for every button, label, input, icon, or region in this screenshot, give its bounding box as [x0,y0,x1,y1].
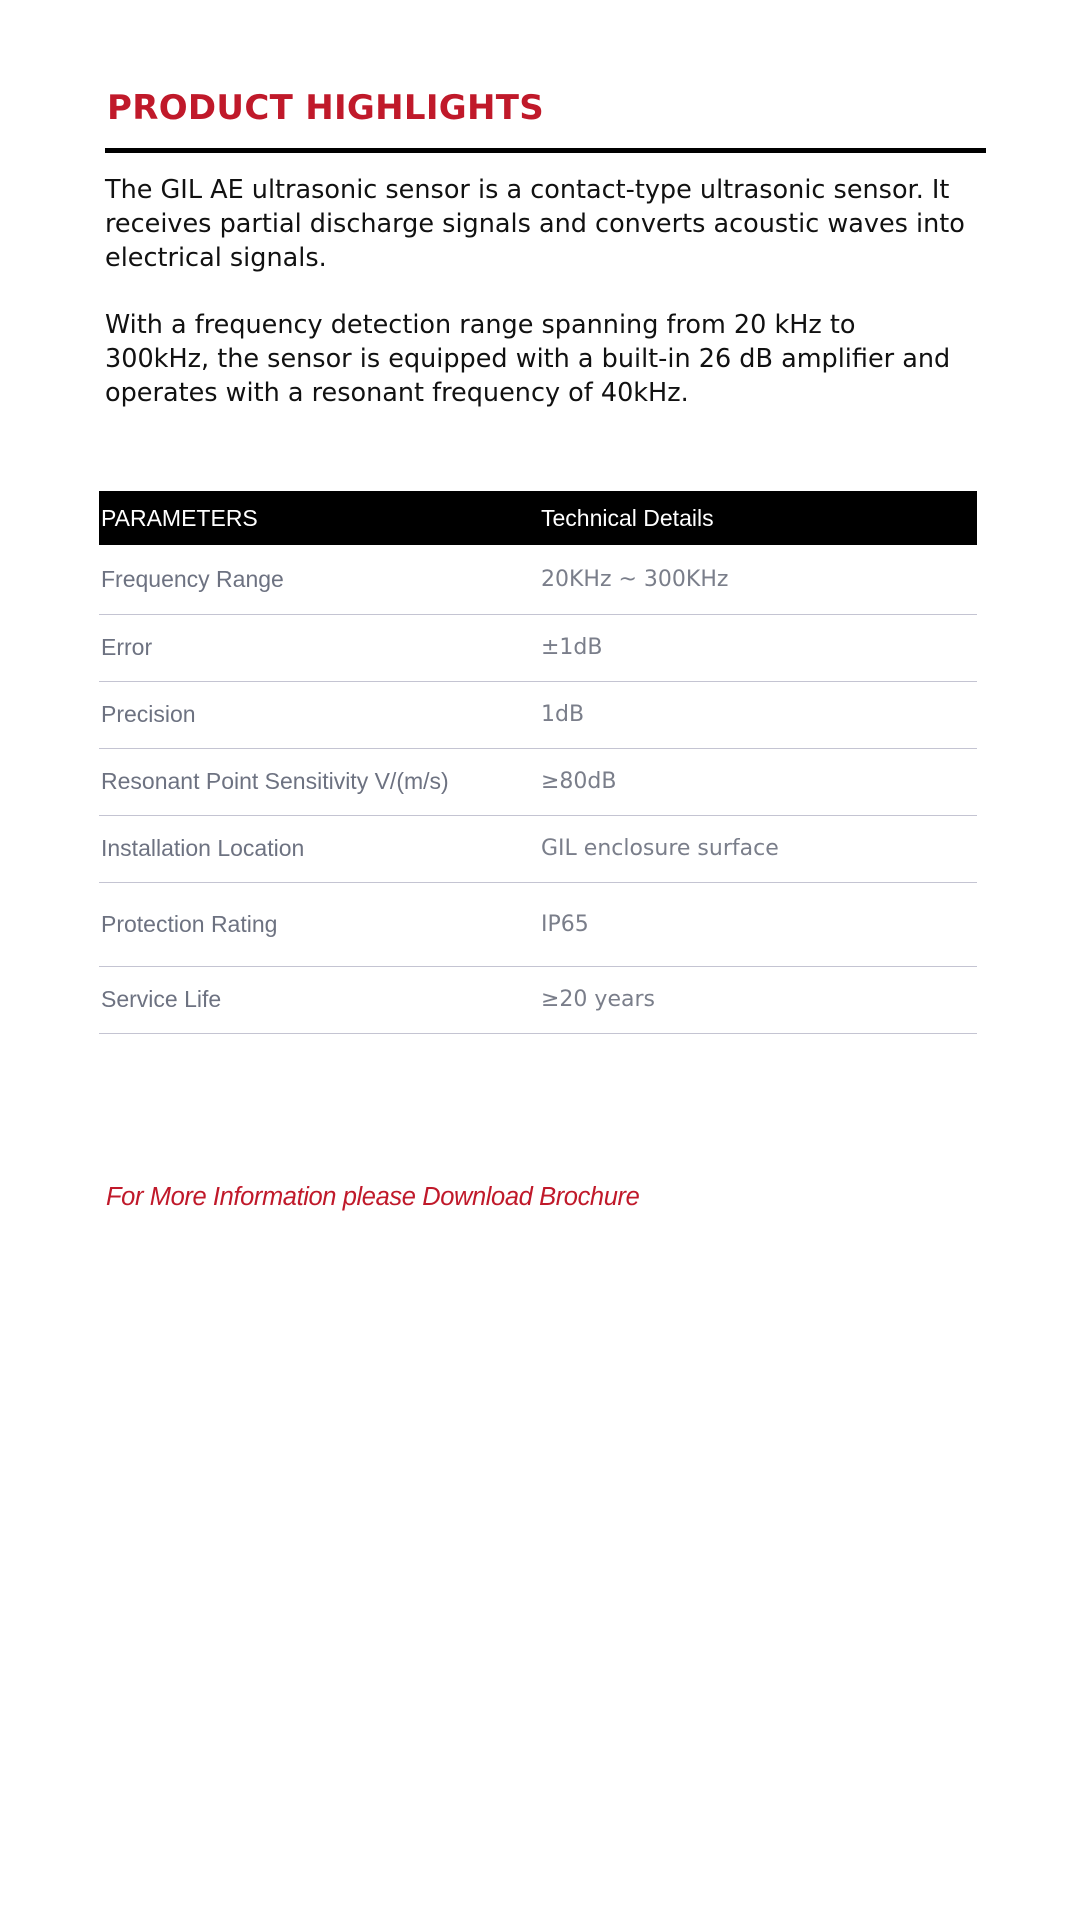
table-row [99,614,977,681]
parameter-cell: Resonant Point Sensitivity V/(m/s) [99,748,539,815]
table-row [99,545,977,614]
download-brochure-link[interactable]: For More Information please Download Brochure [106,1183,640,1211]
parameters-column-header: PARAMETERS [99,491,539,545]
detail-cell: ≥80dB [539,748,977,815]
parameter-cell: Error [99,614,539,681]
frequency-paragraph: With a frequency detection range spanning from 20 kHz to 300kHz, the sensor is equipped with a built-in 26 dB amplifier and operates with a resonant frequency of 40kHz. [105,310,951,408]
detail-cell: 1dB [539,681,977,748]
detail-cell: 20KHz ~ 300KHz [539,545,977,614]
parameter-cell: Installation Location [99,815,539,882]
parameter-cell: Protection Rating [99,882,539,966]
section-title: PRODUCT HIGHLIGHTS [107,88,545,128]
parameter-cell: Precision [99,681,539,748]
table-row [99,815,977,882]
spec-table [99,491,977,1034]
parameter-cell: Frequency Range [99,545,539,614]
detail-cell: ±1dB [539,614,977,681]
detail-cell: ≥20 years [539,966,977,1033]
table-row [99,966,977,1033]
table-row [99,748,977,815]
title-divider [105,148,986,153]
technical-details-column-header: Technical Details [539,491,977,545]
spec-table-header-row [99,491,977,545]
table-row [99,681,977,748]
detail-cell: GIL enclosure surface [539,815,977,882]
table-row [99,882,977,966]
parameter-cell: Service Life [99,966,539,1033]
detail-cell: IP65 [539,882,977,966]
intro-paragraph: The GIL AE ultrasonic sensor is a contact-type ultrasonic sensor. It receives partial discharge signals and converts acoustic waves into electrical signals. [105,175,965,273]
